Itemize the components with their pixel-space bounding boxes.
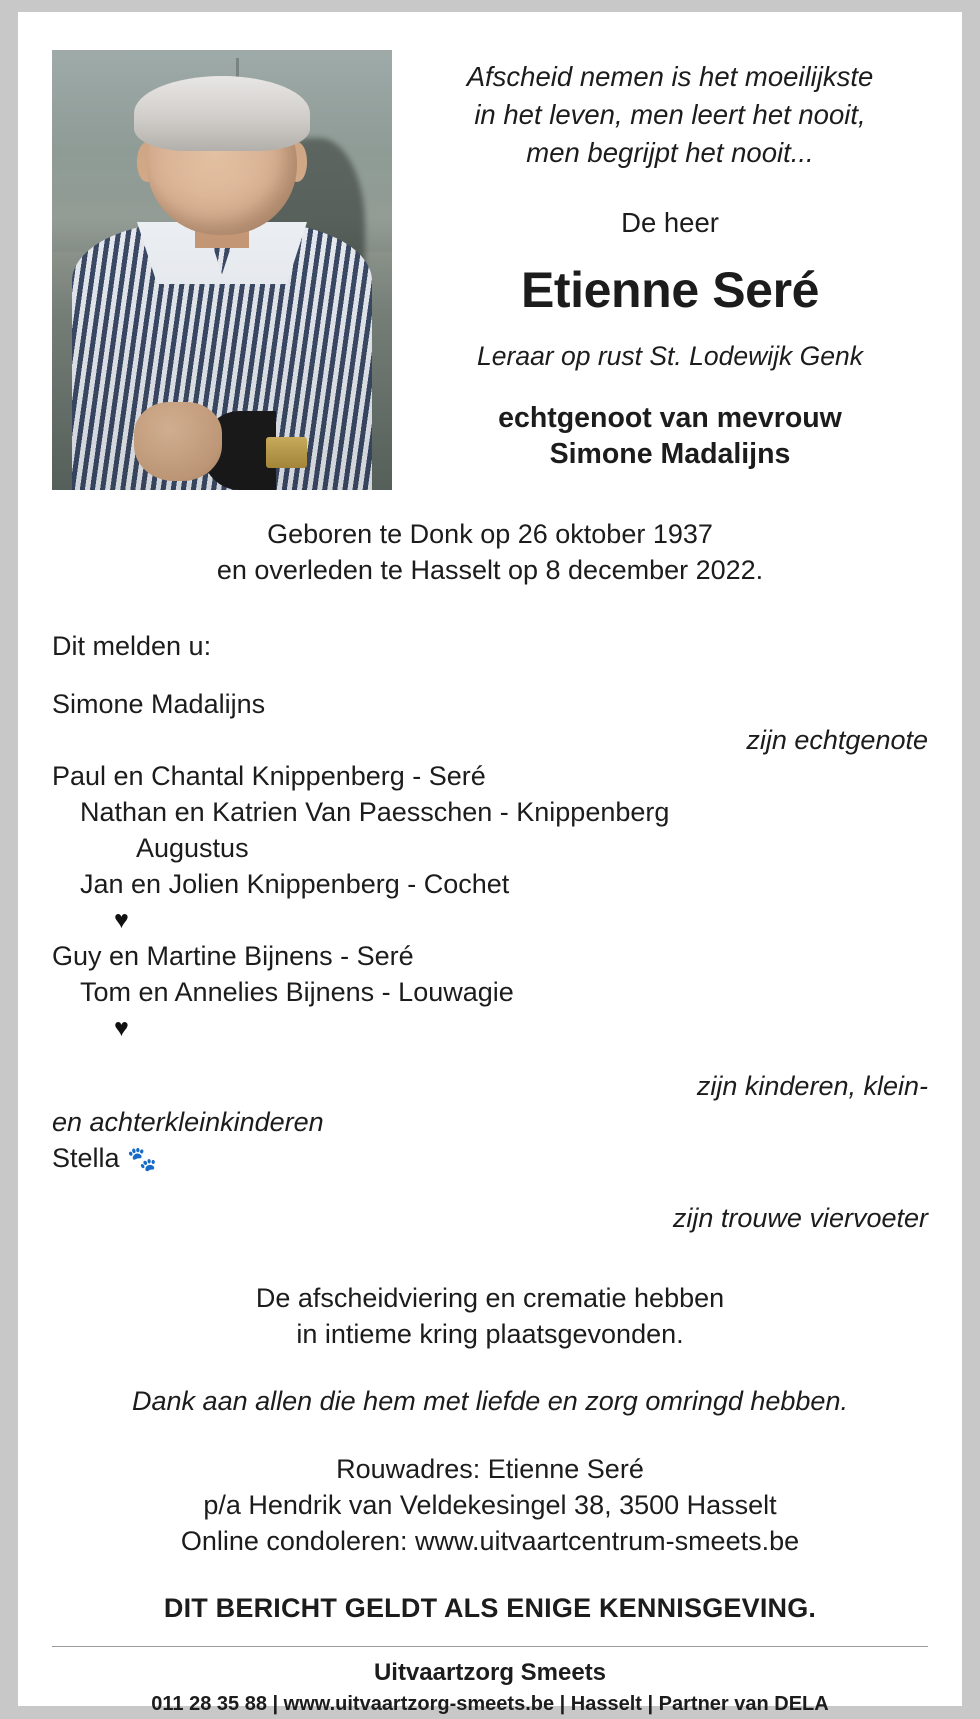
heart-icon: ♥ <box>114 906 129 934</box>
memorial-card <box>18 12 962 1715</box>
family-member: Jan en Jolien Knippenberg - Cochet <box>80 869 510 899</box>
announce-label: Dit melden u: <box>52 631 212 661</box>
address-block <box>18 1451 962 1559</box>
poem-line-3: men begrijpt het nooit... <box>526 137 814 168</box>
pet-note: zijn trouwe viervoeter <box>672 1203 928 1233</box>
birth-line: Geboren te Donk op 26 oktober 1937 <box>267 519 713 549</box>
children-note-left: en achterkleinkinderen <box>52 1107 324 1137</box>
photo-vignette <box>52 50 392 490</box>
salutation: De heer <box>621 207 719 238</box>
family-member: Tom en Annelies Bijnens - Louwagie <box>80 977 514 1007</box>
portrait-photo <box>52 50 392 490</box>
ceremony-line-2: in intieme kring plaatsgevonden. <box>296 1319 684 1349</box>
family-member: Simone Madalijns <box>52 689 266 719</box>
heart-icon: ♥ <box>114 1014 129 1042</box>
deceased-name: Etienne Seré <box>520 262 820 318</box>
mourning-address-street: p/a Hendrik van Veldekesingel 38, 3500 Hasselt <box>203 1490 777 1520</box>
thanks-note: Dank aan allen die hem met liefde en zorg omringd hebben. <box>132 1386 848 1416</box>
spacer <box>52 1046 928 1068</box>
condolence-link[interactable]: Online condoleren: www.uitvaartcentrum-smeets.be <box>180 1526 800 1556</box>
ceremony-block <box>18 1280 962 1352</box>
family-member: Nathan en Katrien Van Paesschen - Knippenberg <box>80 797 670 827</box>
poem <box>416 58 924 172</box>
birth-death-block <box>18 516 962 588</box>
mourning-address: Rouwadres: Etienne Seré <box>336 1454 644 1484</box>
spouse-label: echtgenoot van mevrouw <box>498 402 842 434</box>
death-line: en overleden te Hasselt op 8 december 2022. <box>216 555 764 585</box>
ceremony-line-1: De afscheidviering en crematie hebben <box>255 1283 725 1313</box>
divider <box>52 1646 928 1647</box>
family-member: Guy en Martine Bijnens - Seré <box>52 941 414 971</box>
funeral-home-name: Uitvaartzorg Smeets <box>373 1659 607 1686</box>
deceased-role: Leraar op rust St. Lodewijk Genk <box>477 341 863 371</box>
spacer <box>52 1178 928 1200</box>
spacer <box>52 664 928 686</box>
family-member: Augustus <box>136 833 249 863</box>
spouse-name: Simone Madalijns <box>549 438 791 470</box>
card-header <box>18 12 962 490</box>
pet-name: Stella <box>52 1143 120 1173</box>
footer <box>18 1659 962 1716</box>
announcement-block <box>18 628 962 1236</box>
header-text-block <box>392 50 932 490</box>
pet-line <box>52 1140 928 1178</box>
relation-note-spouse: zijn echtgenote <box>746 725 928 755</box>
single-notice-text: DIT BERICHT GELDT ALS ENIGE KENNISGEVING. <box>163 1593 817 1623</box>
poem-line-2: in het leven, men leert het nooit, <box>474 99 866 130</box>
funeral-home-contact[interactable]: 011 28 35 88 | www.uitvaartzorg-smeets.be | Hasselt | Partner van DELA <box>151 1693 829 1715</box>
poem-line-1: Afscheid nemen is het moeilijkste <box>466 61 874 92</box>
spouse-block <box>416 400 924 472</box>
family-member: Paul en Chantal Knippenberg - Seré <box>52 761 486 791</box>
paw-icon: 🐾 <box>127 1146 157 1173</box>
children-note-right: zijn kinderen, klein- <box>696 1071 928 1101</box>
